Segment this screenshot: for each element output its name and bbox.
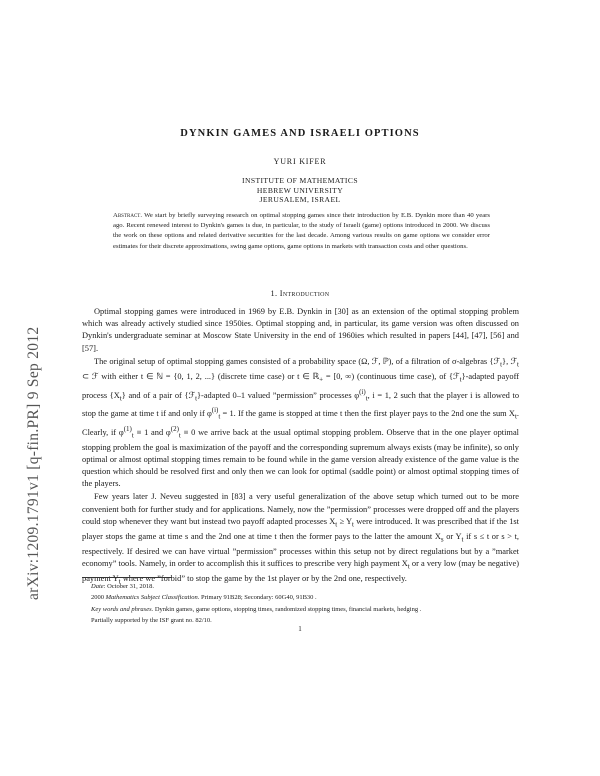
section-number: 1.	[270, 289, 278, 298]
footnotes	[82, 582, 519, 628]
paragraph: Few years later J. Neveu suggested in [83] a very useful generalization of the above setup which turned out to be more convenient both for further study and for applications. Namely, now the ”permission” processes were dropped off and the players could stop whenever they want but instead two payoff adapted processes $X_t \ge Y_t$ were introduced. It was prescribed that if the 1st player stops the game at time s and the 2nd one at time t then the former pays to the latter the amount $X_s$ or $Y_t$ if s ≤ t or s > t, respectively. If desired we can have virtual ”permission” processes within this setup not by direct regulations but by a ”market economy” tools. Namely, in order to accomplish this it suffices to prescribe very high payment $X_t$ or a very low (may be negative) payment $Y_t$ where we ”forbid” to stop the game by the 1st player or by the 2nd one, respectively.	[82, 492, 519, 586]
affiliation-line: INSTITUTE OF MATHEMATICS	[242, 176, 358, 185]
section-heading	[0, 289, 600, 298]
abstract-label: Abstract.	[113, 212, 143, 219]
arxiv-stamp	[12, 200, 42, 600]
affiliation-line: HEBREW UNIVERSITY	[256, 185, 344, 195]
footnote-keywords: Key words and phrases. Dynkin games, game options, stopping times, randomized stopping times, financial markets, hedging .	[91, 605, 422, 613]
footnote-support: Partially supported by the ISF grant no. 82/10.	[91, 617, 212, 625]
page-number: 1	[298, 625, 302, 633]
paper-title: DYNKIN GAMES AND ISRAELI OPTIONS	[180, 128, 420, 139]
abstract-text: We start by briefly surveying research on optimal stopping games since their introduction by E.B. Dynkin more than 40 years ago. Recent renewed interest to Dynkin's games is due, in particular, to the study of Israeli (game) options introduced in 2000. We discuss the work on these options and related derivative securities for the last decade. Among various results on game options we consider error estimates for their discrete approximations, swing game options, game options in markets with transaction costs and other questions.	[113, 212, 490, 250]
abstract	[113, 211, 490, 252]
footnote-date: Date: October 31, 2018.	[91, 583, 155, 590]
paragraph: Optimal stopping games were introduced in 1969 by E.B. Dynkin in [30] as an extension of the optimal stopping problem which was already actively studied since 1950ies. Optimal stopping and, in particular, its game version was often discussed on Dynkin's undergraduate seminar at Moscow State University in the end of 1960ies which resulted in papers [44], [47], [56] and [57].	[82, 307, 519, 353]
body-text	[82, 306, 519, 589]
affiliation-line: JERUSALEM, ISRAEL	[259, 195, 341, 204]
paragraph: The original setup of optimal stopping games consisted of a probability space (Ω, ℱ, ℙ), of a filtration of σ-algebras {ℱ$_t$}, ℱ$_t$ ⊂ ℱ with either t ∈ ℕ = {0, 1, 2, ...} (discrete time case) or t ∈ ℝ$_+$ = [0, ∞) (continuous time case), of {ℱ$_t$}-adapted payoff process $\{X_t\}$ and of a pair of {ℱ$_t$}-adapted 0–1 valued ”permission” processes $\varphi^{(i)}_t$, i = 1, 2 such that the player i is allowed to stop the game at time t if and only if $\varphi^{(i)}_t = 1$. If the game is stopped at time t then the first player pays to the 2nd one the sum $X_t$. Clearly, if $\varphi^{(1)}_t \equiv 1$ and $\varphi^{(2)}_t \equiv 0$ we arrive back at the usual optimal stopping problem. Observe that in the one player optimal stopping problem the goal is maximization of the payoff and the corresponding supremum always exists (may be infinite), so only optimal or almost optimal stopping times remain to be found while in the game version already existence of the game value is the question which should be resolved first and only then we can look for optimal (saddle point) or almost optimal stopping times of the players.	[82, 356, 520, 489]
section-title: Introduction	[279, 289, 330, 298]
author-name: YURI KIFER	[273, 157, 327, 166]
affiliation	[0, 176, 600, 205]
footnote-rule	[82, 577, 172, 578]
arxiv-identifier: arXiv:1209.1791v1 [q-fin.PR] 9 Sep 2012	[25, 326, 42, 600]
footnote-msc: 2000 Mathematics Subject Classification. Primary 91B28; Secondary: 60G40, 91B30 .	[91, 594, 317, 602]
